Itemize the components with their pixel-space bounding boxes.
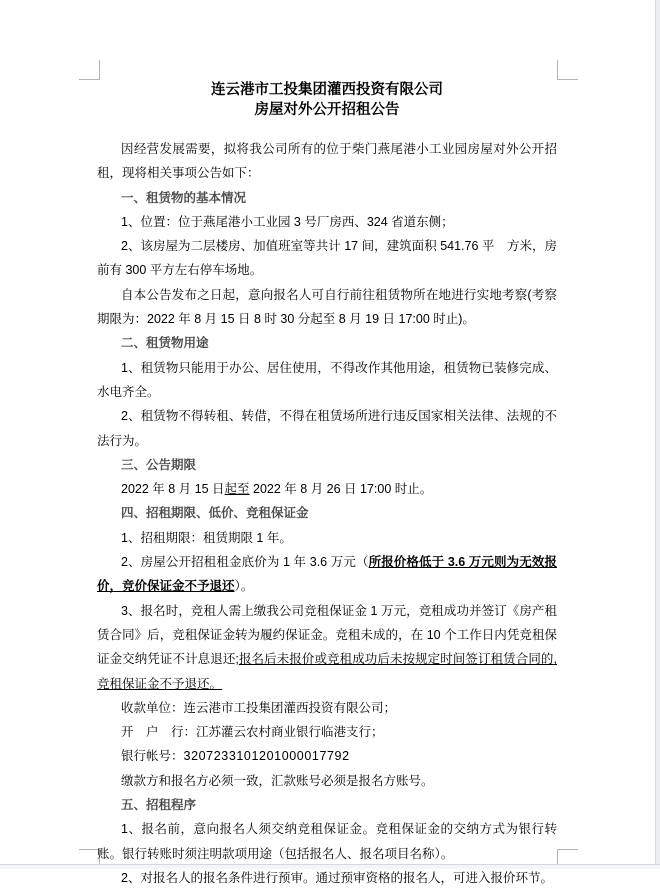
date-range-start: 2022 年 8 月 15 日 <box>121 482 225 497</box>
section-4-item-1: 1、招租期限：租赁期限 1 年。 <box>121 530 292 545</box>
page-right-edge <box>655 0 660 869</box>
remittance-note: 缴款方和报名方必须一致，汇款账号必须是报名方账号。 <box>121 773 434 788</box>
doc-title-line2: 房屋对外公开招租公告 <box>254 102 400 118</box>
deposit-terms-text: 3、报名时，竞租人需上缴我公司竞租保证金 1 万元，竞租成功并签订《房产租赁合同》后，竞租保证金转为履约保证金。竞租未成的，在 10 个工作日内凭竞租保证金交纳凭证不计息退还; <box>97 603 557 667</box>
section-2-item-2: 2、租赁物不得转租、转借，不得在租赁场所进行违反国家相关法律、法规的不法行为。 <box>97 409 557 448</box>
doc-title <box>97 80 557 120</box>
section-2-heading: 二、租赁物用途 <box>121 336 209 351</box>
section-1-item-1: 1、位置：位于燕尾港小工业园 3 号厂房西、324 省道东侧； <box>121 214 454 229</box>
section-5-heading: 五、招租程序 <box>121 798 197 813</box>
account-line <box>97 744 557 768</box>
intro-paragraph: 因经营发展需要，拟将我公司所有的位于柴门燕尾港小工业园房屋对外公开招租，现将相关事项公告如下： <box>97 142 557 181</box>
margin-corner-mark-top-left <box>79 60 100 80</box>
invalid-bid-warning: 所报价格低于 3.6 万元则为无效报价，竞价保证金不予退还 <box>97 555 557 594</box>
section-4-item-3 <box>97 599 557 696</box>
account-label: 银行帐号： <box>121 749 184 764</box>
section-3-heading: 三、公告期限 <box>121 457 197 472</box>
section-4-item-2 <box>97 550 557 599</box>
section-5-item-1: 1、报名前，意向报名人须交纳竞租保证金。竞租保证金的交纳方式为银行转账。银行转账时须注明款项用途（包括报名人、报名项目名称）。 <box>97 822 557 861</box>
date-range-connector: 起至 <box>224 482 250 497</box>
section-5-item-2: 2、对报名人的报名条件进行预审。通过预审资格的报名人，可进入报价环节。 <box>121 870 553 885</box>
margin-corner-mark-top-right <box>557 60 578 80</box>
section-1-item-3: 自本公告发布之日起，意向报名人可自行前往租赁物所在地进行实地考察(考察期限为：2022 年 8 月 15 日 8 时 30 分起至 8 月 19 日 17:00 时止)。 <box>97 287 557 327</box>
announcement-body <box>97 80 557 890</box>
base-price-text: 2、房屋公开招租租金底价为 1 年 3.6 万元（ <box>121 555 369 570</box>
base-price-close: ）。 <box>234 579 254 594</box>
section-2-item-1: 1、租赁物只能用于办公、居住使用，不得改作其他用途，租赁物已装修完成、水电齐全。 <box>97 360 557 399</box>
date-range-end: 2022 年 8 月 26 日 17:00 时止。 <box>249 482 433 497</box>
section-4-heading: 四、招租期限、低价、竞租保证金 <box>121 506 309 521</box>
section-1-heading: 一、租赁物的基本情况 <box>121 190 247 205</box>
deposit-forfeit-clause: 报名后未报价或竞租成功后未按规定时间签订租赁合同的,竞租保证金不予退还。 <box>97 652 557 691</box>
page-bottom-edge <box>0 864 660 869</box>
section-3-date-range <box>97 477 557 501</box>
doc-title-line1: 连云港市工投集团灌西投资有限公司 <box>211 82 443 98</box>
payee-line: 收款单位：连云港市工投集团灌西投资有限公司； <box>121 700 397 715</box>
account-number: 3207233101201000017792 <box>183 749 350 764</box>
margin-corner-mark-bottom-right <box>557 849 578 864</box>
section-1-item-2: 2、该房屋为二层楼房、加值班室等共计 17 间，建筑面积 541.76 平 方米，房前有 300 平方左右停车场地。 <box>97 239 557 278</box>
bank-line: 开 户 行：江苏灌云农村商业银行临港支行； <box>121 725 384 740</box>
